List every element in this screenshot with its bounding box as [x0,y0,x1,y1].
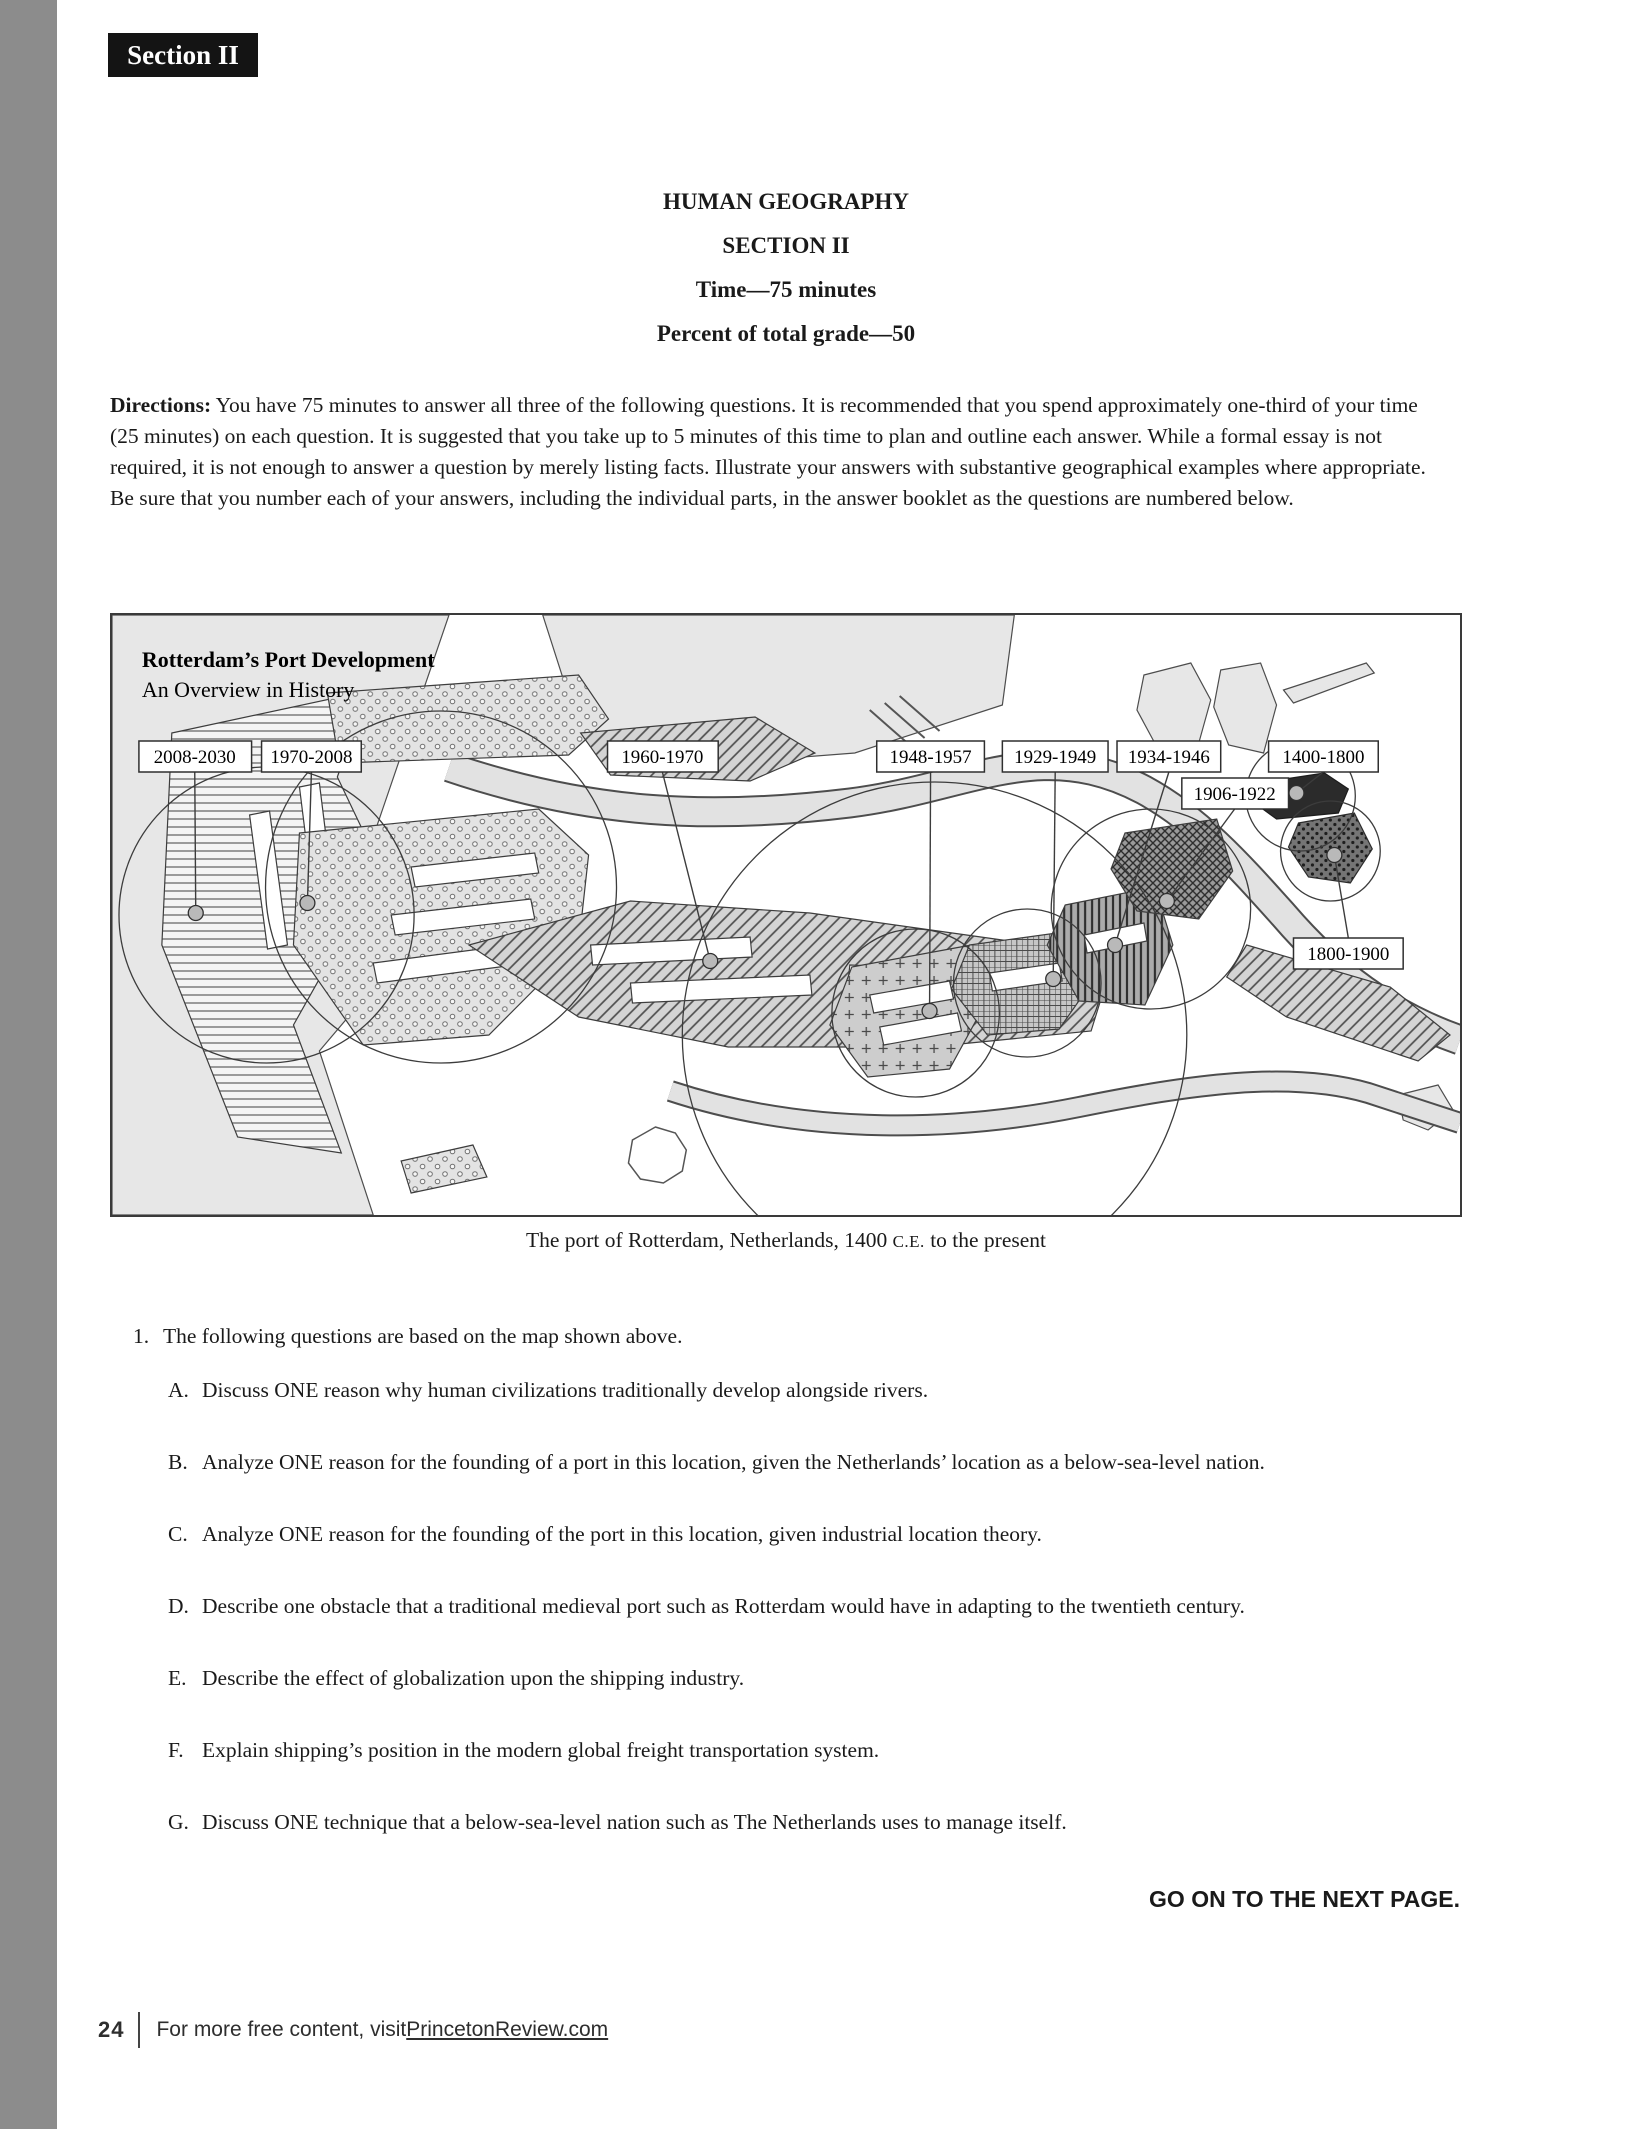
svg-text:1400-1800: 1400-1800 [1282,746,1365,769]
question-part-c: C. Analyze ONE reason for the founding of the port in this location, given industrial location theory. [168,1522,1042,1546]
svg-text:1970-2008: 1970-2008 [270,746,353,769]
question-part-b: B. Analyze ONE reason for the founding of a port in this location, given the Netherlands’ location as a below-sea-level nation. [168,1450,1265,1474]
era-label-2008-2030 [139,741,252,772]
question-part-d: D. Describe one obstacle that a traditional medieval port such as Rotterdam would have in adapting to the twentieth century. [168,1594,1245,1618]
question-1-stem: 1. The following questions are based on the map shown above. [133,1324,683,1348]
svg-text:1960-1970: 1960-1970 [621,746,704,769]
rotterdam-port-map [110,613,1462,1217]
svg-text:1934-1946: 1934-1946 [1127,746,1210,769]
svg-text:1906-1922: 1906-1922 [1193,783,1276,806]
svg-text:1800-1900: 1800-1900 [1307,943,1390,966]
exam-time: Time—75 minutes [695,277,877,302]
era-label-1960-1970 [608,741,719,772]
svg-text:1929-1949: 1929-1949 [1014,746,1097,769]
exam-section: SECTION II [722,233,850,258]
page-footer [98,2012,608,2048]
directions-paragraph [110,390,1447,514]
question-part-a: A. Discuss ONE reason why human civilizations traditionally develop alongside rivers. [168,1378,929,1402]
footer-link[interactable]: PrincetonReview.com [406,2018,609,2041]
directions-body: You have 75 minutes to answer all three of the following questions. It is recommended that you spend approximately one-third of your time (25 minutes) on each question. It is suggested that you take up to 5 minutes of this time to plan and outline each answer. While a formal essay is not required, it is not enough to answer a question by merely listing facts. Illustrate your answers with substantive geographical examples where appropriate. Be sure that you number each of your answers, including the individual parts, in the answer booklet as the questions are numbered below. [110,393,1426,510]
question-part-e: E. Describe the effect of globalization upon the shipping industry. [168,1666,745,1690]
page-edge-bar [0,0,57,2129]
era-label-1929-1949 [1002,741,1108,772]
map-caption: The port of Rotterdam, Netherlands, 1400 C.E. to the present [525,1228,1047,1252]
question-part-g: G. Discuss ONE technique that a below-sea-level nation such as The Netherlands uses to manage itself. [168,1810,1067,1834]
page-number: 24 [98,2017,125,2042]
era-label-1906-1922 [1182,778,1289,809]
map-subtitle: An Overview in History [141,676,355,703]
svg-text:2008-2030: 2008-2030 [153,746,236,769]
exam-title: HUMAN GEOGRAPHY [663,189,909,214]
exam-headings [110,180,1462,356]
go-on-instruction: GO ON TO THE NEXT PAGE. [1149,1886,1460,1912]
era-label-1800-1900 [1293,938,1403,969]
map-title: Rotterdam’s Port Development [141,646,435,673]
era-label-1934-1946 [1117,741,1221,772]
era-label-1970-2008 [262,741,362,772]
era-label-1400-1800 [1269,741,1379,772]
question-part-f: F. Explain shipping’s position in the modern global freight transportation system. [168,1738,880,1762]
exam-grade: Percent of total grade—50 [656,321,916,346]
footer-text: For more free content, visit [156,2018,407,2041]
caption-era-abbrev: C.E. [892,1232,925,1251]
era-label-1948-1957 [877,741,985,772]
section-tab [108,33,258,77]
map-svg [112,615,1460,1215]
section-tab-label: Section II [127,39,239,70]
footer-divider [138,2012,140,2048]
svg-text:1948-1957: 1948-1957 [889,746,972,769]
question-number: 1. [133,1324,150,1348]
directions-label: Directions: [110,393,212,417]
